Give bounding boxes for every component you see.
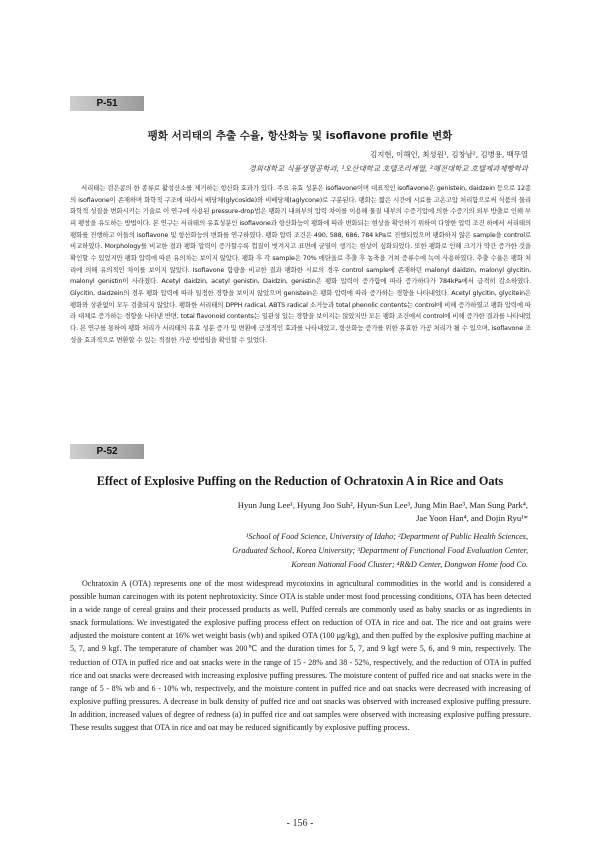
abstract-body: Ochratoxin A (OTA) represents one of the most widespread mycotoxins in agricultural commodities in the world and is considered a possible human carcinogen with its potent nephrotoxicity. Since OTA is stable under most food processing conditions, OTA has been detected in a wide range of cereal grains and their processed products as well. Puffed cereals are commonly used as baby snacks or as ingredients in snack formulations. We investigated the explosive puffing process effect on reduction of OTA in rice and oat. The rice and oat grains were adjusted the moisture content at 16% wet weight basis (wb) and spiked OTA (100 μg/kg), and then puffed by the explosive puffing machine at 5, 7, and 9 kgf. The temperature of chamber was 200℃ and the duration times for 5, 7, and 9 kgf were 5, 6, and 9 min, respectively. The reduction of OTA in puffed rice and oat snacks were in the range of 15 - 28% and 38 - 52%, respectively, and the reduction of OTA in puffed rice and oat snacks were decreased with increasing explosive puffing pressures. The moisture content of puffed rice and oat snacks were in the range of 5 - 8% wb and 6 - 10% wb, respectively, and the moisture content in puffed rice and oat snacks were decreased with increasing of explosive puffing pressures. A decrease in bulk density of puffed rice and oat snacks was observed with increased explosive puffing pressure. In addition, increased values of degree of redness (a) in puffed rice and oat samples were observed with increasing explosive puffing pressure. These results suggest that OTA in rice and oat may be reduced significantly by explosive puffing process.	[70, 579, 531, 733]
abstract-id-badge	[70, 96, 144, 111]
author-list-line: Hyun Jung Lee¹, Hyung Joo Suh², Hyun-Sun Lee³, Jung Min Bae³, Man Sung Park⁴,	[237, 500, 528, 510]
affiliation-line: ¹School of Food Science, University of Idaho; ²Department of Public Health Sciences,	[245, 532, 528, 541]
abstract-id-label: P-52	[96, 446, 118, 457]
page-number: - 156 -	[286, 818, 314, 829]
affiliation-line: Graduated School, Korea University; ³Department of Functional Food Evaluation Center,	[232, 546, 528, 555]
abstract-id-label: P-51	[96, 98, 118, 109]
affiliation-list: 경희대학교 식품생명공학과, ¹오산대학교 호텔조리계열, ²혜전대학교 호텔제과제빵학과	[248, 164, 528, 173]
abstract-id-badge	[70, 444, 144, 459]
affiliation-line: Korean National Food Cluster; ⁴R&D Center, Dongwon Home food Co.	[291, 560, 528, 569]
abstract-title: Effect of Explosive Puffing on the Reduction of Ochratoxin A in Rice and Oats	[96, 474, 504, 488]
author-list-line: Jae Yoon Han⁴, and Dojin Ryu¹*	[416, 513, 528, 523]
abstract-body: 서리태는 검은콩의 한 종류로 활성산소를 제거하는 항산화 효과가 있다. 주요 유효 성분은 isoflavone이며 대표적인 isoflavone은 genistein, daidzein 등으로 12종의 isoflavone이 존재하며 화학적 구조에 따라서 배당체(glycoside)와 비배당체(aglycone)로 구분된다. 팽화는 짧은 시간에 시료를 고온고압 처리함으로써 식품의 물리화학적 성질을 변화시키는 기술로 이 연구에 사용된 pressure-drop법은 팽화기 내외부의 압력 차이를 이용해 물질 내부의 수증기압에 의한 수증기의 외부 방출로 인해 부피 팽창을 유도하는 방법이다. 본 연구는 서리태의 유효성분인 isoflavone과 항산화능이 팽화에 따라 변화되는 현상을 확인하기 위하여 다양한 압력 조건 하에서 서리태의 팽화를 진행하고 이들의 isoflavone 및 항산화능의 변화를 연구하였다. 팽화 압력 조건은 490, 588, 686, 784 kPa로 진행되었으며 팽화하지 않은 sample을 control로 비교하였다. Morphology를 비교한 결과 팽화 압력이 증가할수록 껍질이 벗겨지고 표면에 균열이 생기는 현상이 심화되었다. 또한 팽화로 인해 크기가 약간 증가한 것을 확인할 수 있었지만 팽화 압력에 따른 유의차는 보이지 않았다. 팽화 후 각 sample은 70% 에탄올로 추출 후 농축을 거쳐 증류수에 녹여 사용하였다. 추출 수율은 팽화 처리에 의해 유의적인 차이를 보이지 않았다. Isoflavone 함량을 비교한 결과 팽화한 시료의 경우 control sample에 존재하던 malonyl daidzin, malonyl glycitin, malonyl genistin이 사라졌다. Acetyl daidzin, acetyl genistin, Daidzin, genistin은 팽화 압력이 증가함에 따라 증가하다가 784kPa에서 급격히 감소하였다. Glycitin, daidzein의 경우 팽화 압력에 따라 일정한 경향을 보이지 않았으며 genistein은 팽화 압력에 따라 증가하는 경향을 나타내었다. Acetyl glycitin, glycitein은 팽화와 상관없이 모두 검출되지 않았다. 팽화한 서리태의 DPPH radical, ABTS radical 소거능과 total phenolic contents는 control에 비해 증가하였고 팽화 압력에 따라 대체로 증가하는 경향을 나타낸 반면, total flavonoid contents는 일관성 있는 경향을 보이지는 않았지만 모든 팽화 조건에서 control에 비해 증가한 결과를 나타내었다. 본 연구를 통하여 팽화 처리가 서리태의 유효 성분 증가 및 변환에 긍정적인 효과를 나타내었고, 항산화능 증가를 위한 유효한 가공 처리가 될 수 있으며, isoflavone 조성을 효과적으로 변환할 수 있는 적절한 가공 방법임을 확인할 수 있었다.	[70, 184, 531, 344]
author-list: 김지현, 이해인, 최성원¹, 김창남², 김병용, 백무열	[370, 150, 528, 159]
abstract-title: 팽화 서리태의 추출 수율, 항산화능 및 isoflavone profile 변화	[147, 130, 453, 142]
